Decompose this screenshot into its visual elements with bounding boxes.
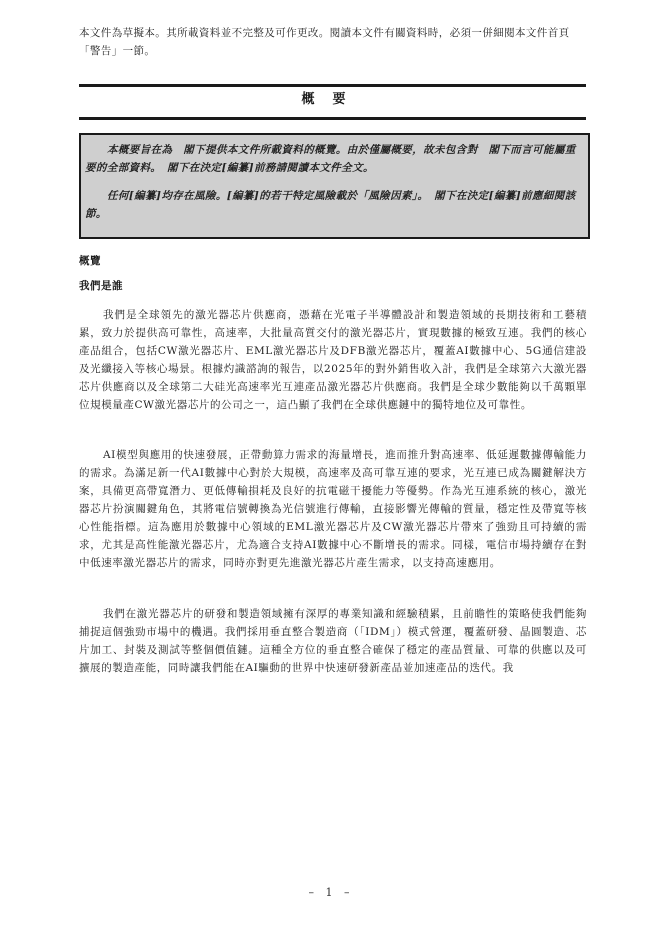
page-number: – 1 – <box>308 886 354 899</box>
summary-notice-box <box>79 133 590 239</box>
notice-paragraph: 本概要旨在為 閣下提供本文件所載資料的概覽。由於僅屬概要，故未包含對 閣下而言可能屬重要的全部資料。 閣下在決定[編纂]前務請閱讀本文件全文。 <box>85 144 576 174</box>
page-title: 概要 <box>301 92 364 107</box>
body-paragraph: AI模型與應用的快速發展，正帶動算力需求的海量增長，進而推升對高速率、低延遲數據傳輸能力的需求。為滿足新一代AI數據中心對於大規模，高速率及高可靠互連的要求，光互連已成為關鍵解決方案，具備更高帶寬潛力、更低傳輸損耗及良好的抗電磁干擾能力等優勢。作為光互連系統的核心，激光器芯片扮演關鍵角色，其將電信號轉換為光信號進行傳輸，直接影響光傳輸的質量，穩定性及帶寬等核心性能指標。這為應用於數據中心領域的EML激光器芯片及CW激光器芯片帶來了強勁且可持續的需求，尤其是高性能激光器芯片，尤為適合支持AI數據中心不斷增長的需求。同樣，電信市場持續存在對中低速率激光器芯片的需求，同時亦對更先進激光器芯片產生需求，以支持高速應用。 <box>79 449 587 569</box>
title-rule-top <box>79 84 586 87</box>
section-heading-overview: 概覽 <box>79 255 101 267</box>
section-heading-who-we-are: 我們是誰 <box>79 280 123 292</box>
draft-disclaimer: 本文件為草擬本。其所載資料並不完整及可作更改。閱讀本文件有關資料時，必須一併細閱本文件首頁「警告」一節。 <box>79 27 570 57</box>
body-paragraph: 我們是全球領先的激光器芯片供應商，憑藉在光電子半導體設計和製造領域的長期技術和工藝積累，致力於提供高可靠性，高速率，大批量高質交付的激光器芯片，實現數據的極致互連。我們的核心產品組合，包括CW激光器芯片、EML激光器芯片及DFB激光器芯片，覆蓋AI數據中心、5G通信建設及光纖接入等核心場景。根據灼識諮詢的報告，以2025年的對外銷售收入計，我們是全球第六大激光器芯片供應商以及全球第二大硅光高速率光互連產品激光器芯片供應商。我們是全球少數能夠以千萬顆單位規模量產CW激光器芯片的公司之一，這凸顯了我們在全球供應鏈中的獨特地位及可靠性。 <box>79 309 587 411</box>
body-paragraph: 我們在激光器芯片的研發和製造領域擁有深厚的專業知識和經驗積累，且前瞻性的策略使我們能夠捕捉這個強勁市場中的機遇。我們採用垂直整合製造商（「IDM」）模式營運，覆蓋研發、晶圓製造、芯片加工、封裝及測試等整個價值鏈。這種全方位的垂直整合確保了穩定的產品質量、可靠的供應以及可擴展的製造產能，同時讓我們能在AI驅動的世界中快速研發新產品並加速產品的迭代。我 <box>79 608 587 674</box>
notice-paragraph: 任何[編纂]均存在風險。[編纂]的若干特定風險載於「風險因素」。 閣下在決定[編纂]前應細閱該節。 <box>85 190 576 220</box>
title-rule-bottom <box>79 117 586 120</box>
